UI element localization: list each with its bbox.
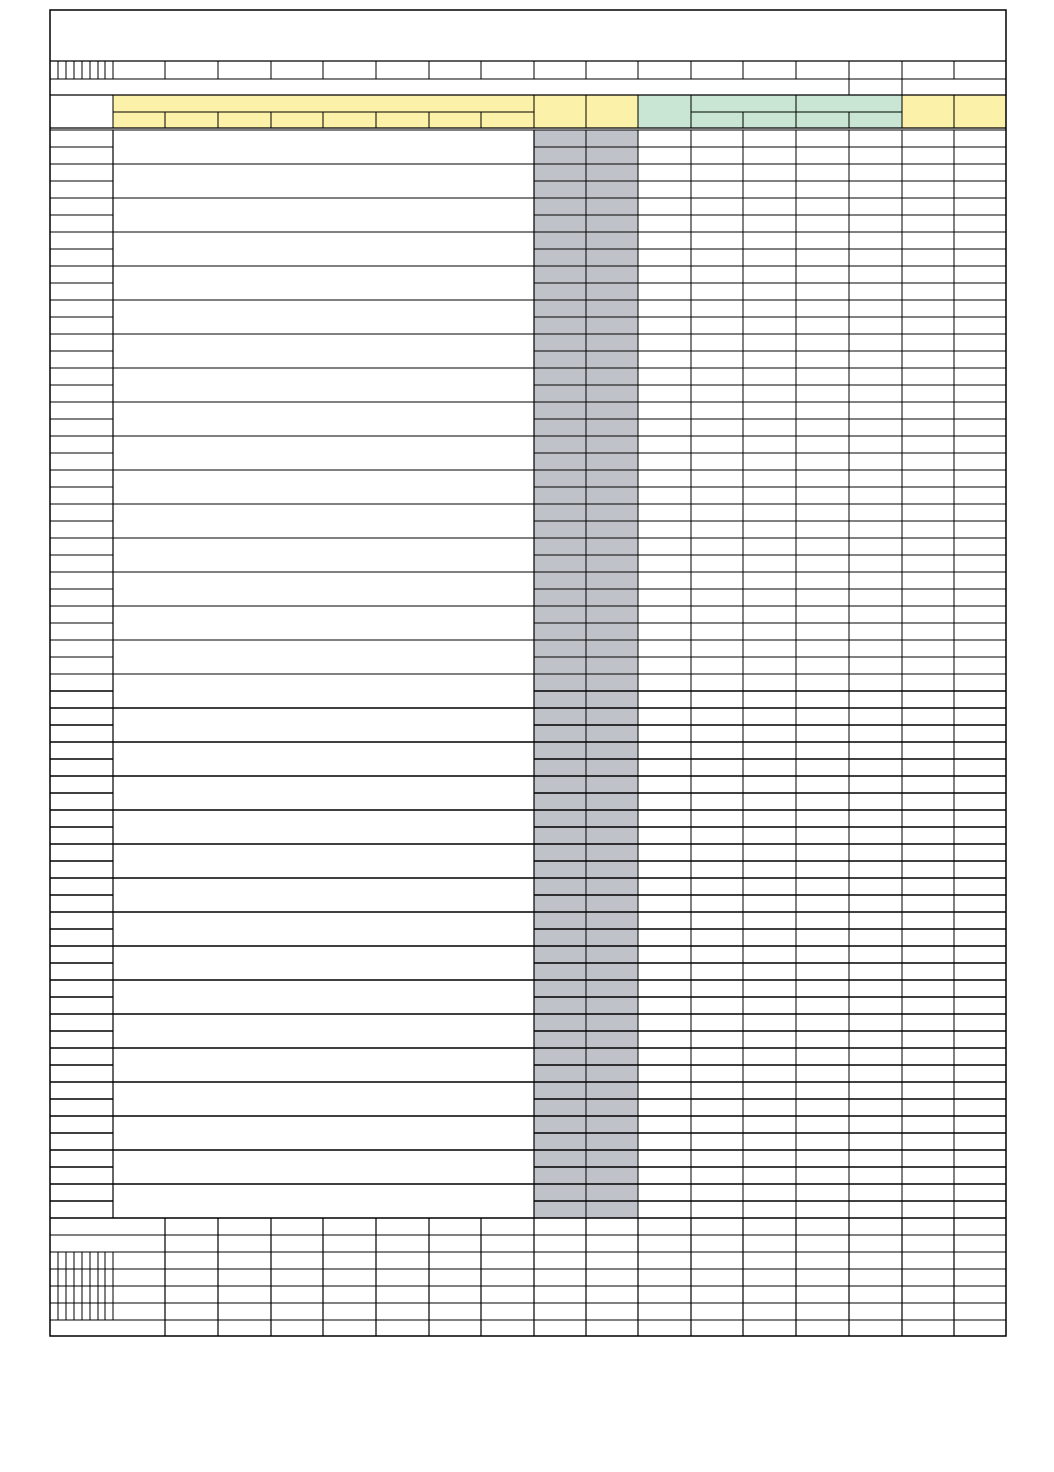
form-frame	[50, 10, 1006, 1336]
